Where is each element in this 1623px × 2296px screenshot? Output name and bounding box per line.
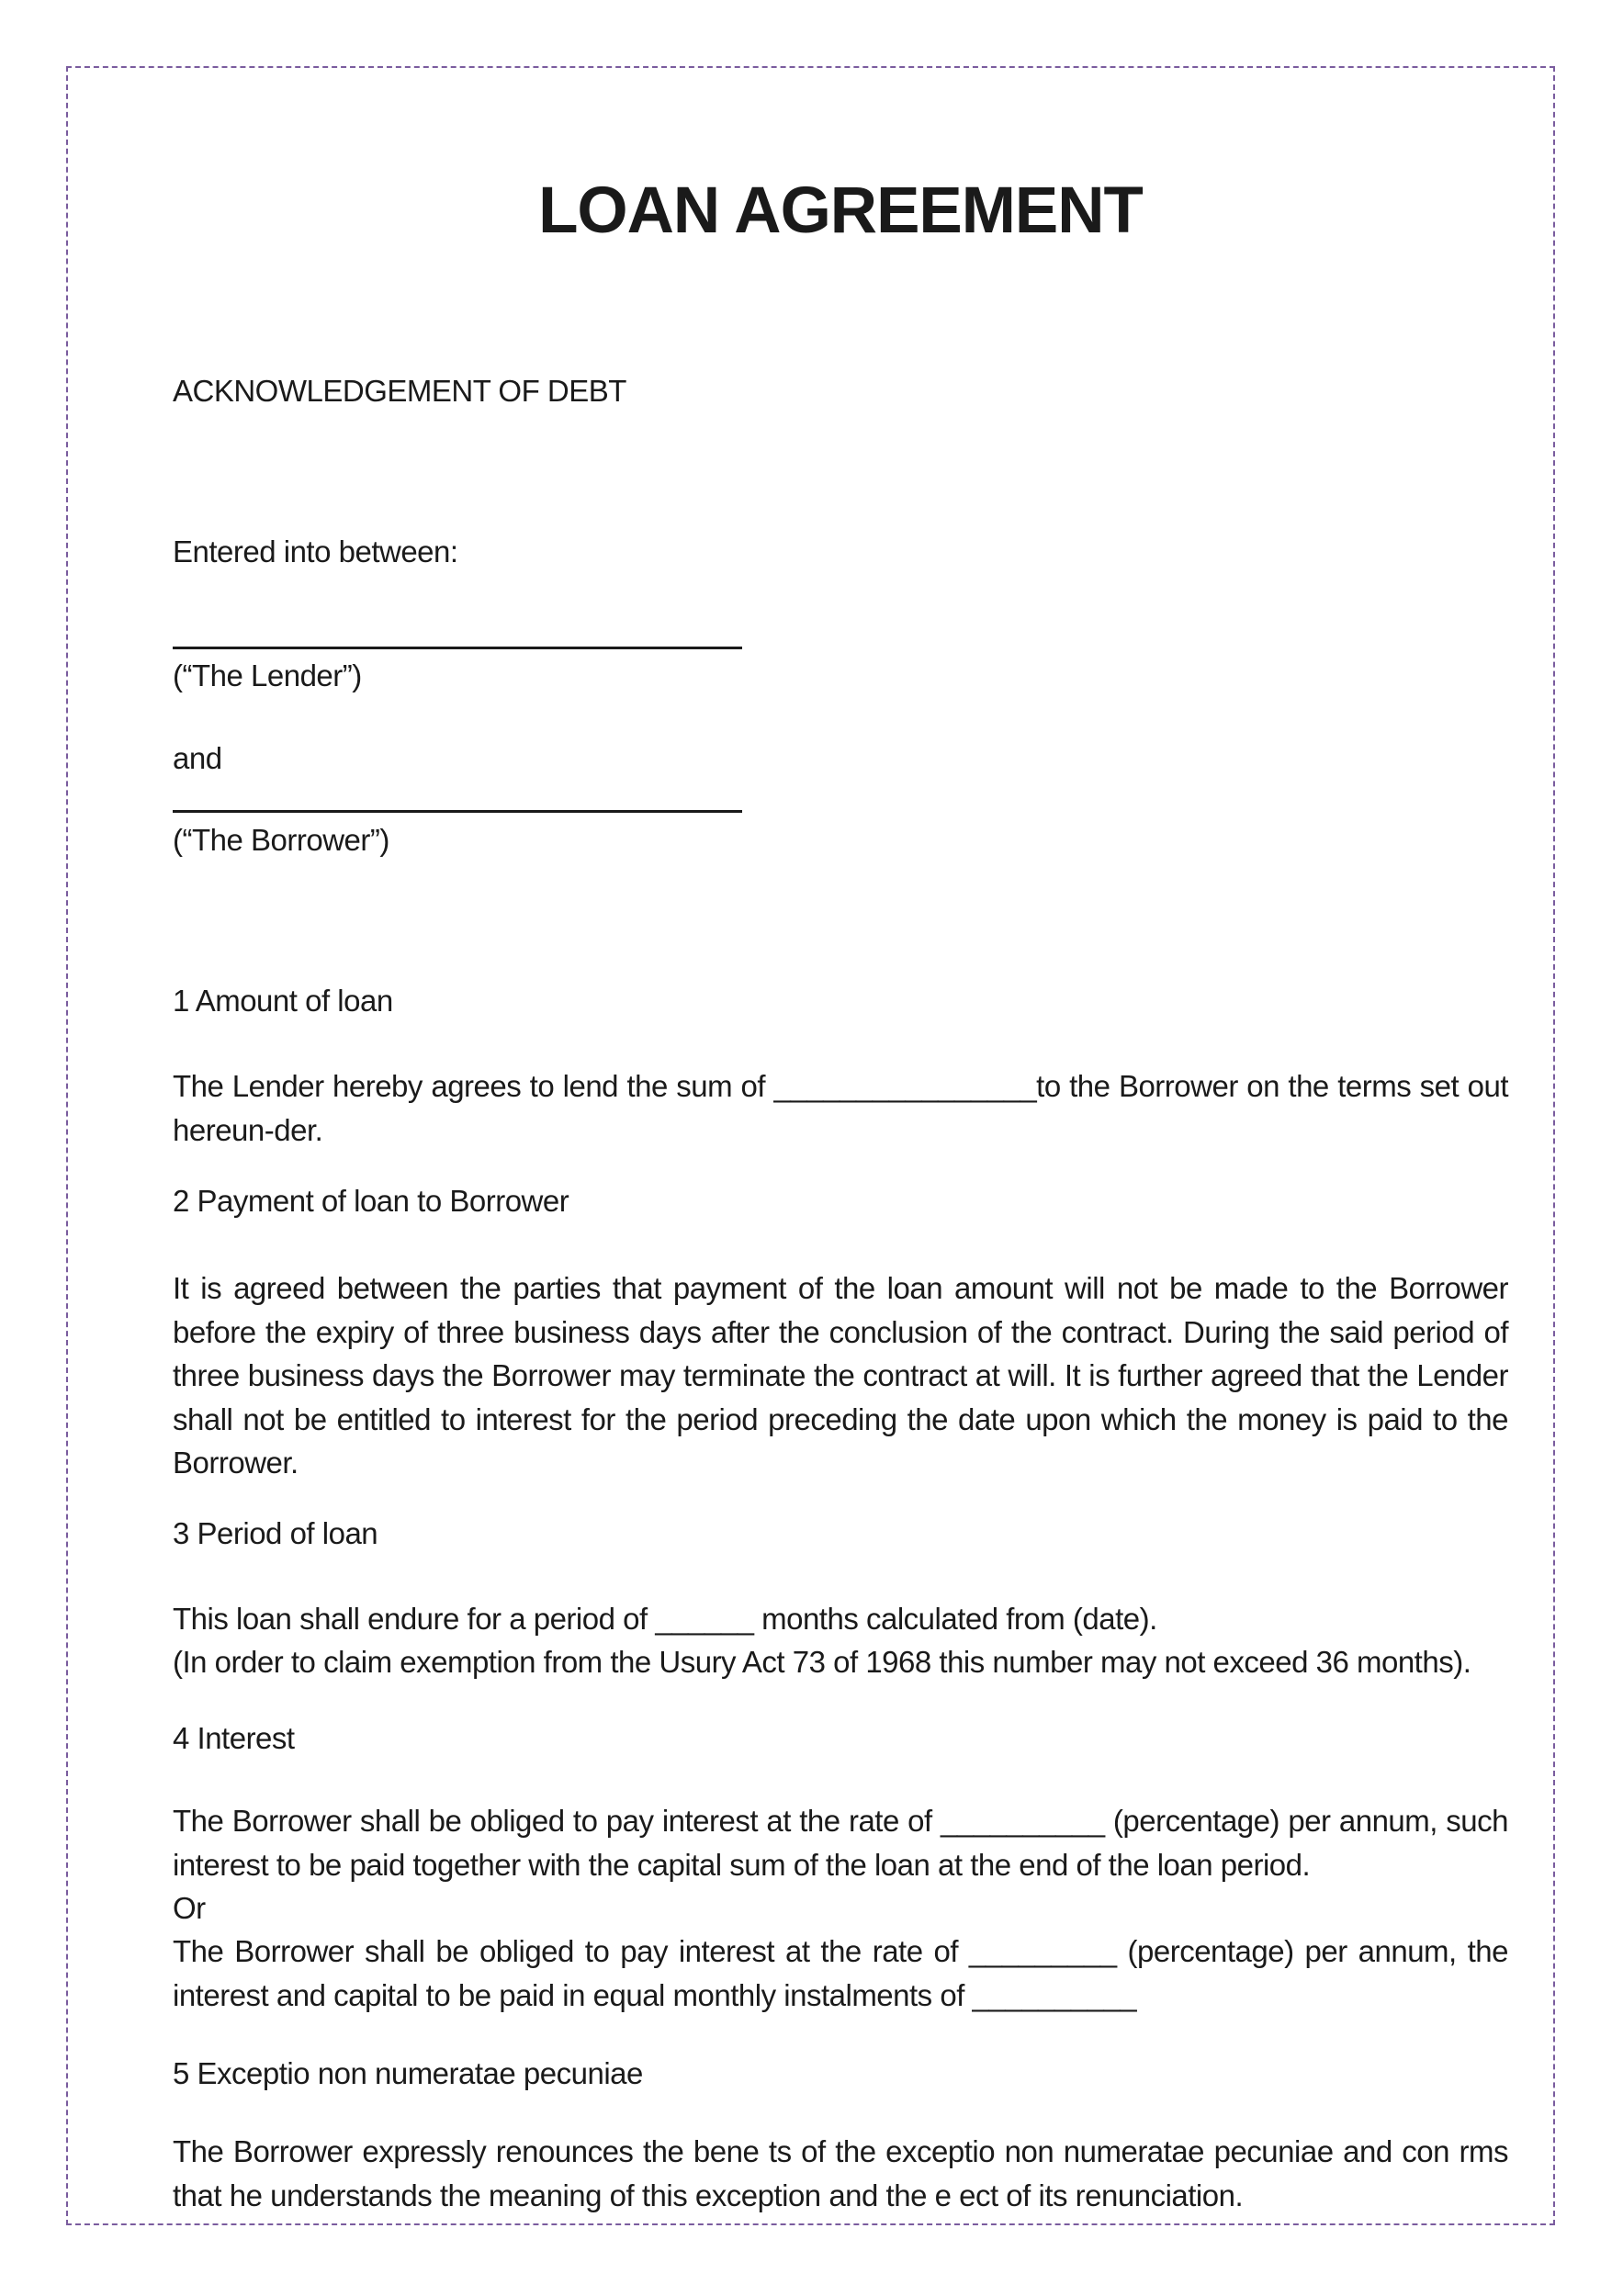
page-title: LOAN AGREEMENT (538, 174, 1143, 247)
parties-intro: Entered into between: (173, 535, 458, 568)
and-conjunction: and (173, 741, 222, 775)
section-2-paragraph-1: It is agreed between the parties that payment of the loan amount will not be made to the Borrower before the expiry of three business days after the conclusion of the contract. During the said period of three business days the Borrower may terminate the contract at will. It is further agreed that the Lender shall not be entitled to interest for the period preceding the date upon which the money is paid to the Borrower. (173, 1271, 1508, 1480)
section-1-paragraph-1: The Lender hereby agrees to lend the sum of ________________to the Borrower on the terms set out hereun-der. (173, 1069, 1508, 1147)
lender-label: (“The Lender”) (173, 658, 362, 692)
section-3-paragraph-2: (In order to claim exemption from the Usury Act 73 of 1968 this number may not exceed 36 months). (173, 1645, 1471, 1679)
section-1-heading: 1 Amount of loan (173, 984, 393, 1018)
section-5-paragraph-1: The Borrower expressly renounces the bene ts of the exceptio non numeratae pecuniae and con rms that he understands the meaning of this exception and the e ect of its renunciation. (173, 2134, 1508, 2212)
section-3-paragraph-1: This loan shall endure for a period of ______ months calculated from (date). (173, 1602, 1157, 1636)
borrower-blank-line (173, 810, 742, 813)
section-4-paragraph-2: The Borrower shall be obliged to pay interest at the rate of _________ (percentage) per annum, the interest and capital to be paid in equal monthly instalments of __________ (173, 1934, 1508, 2012)
section-4-paragraph-or: Or (173, 1891, 206, 1925)
section-2-heading: 2 Payment of loan to Borrower (173, 1184, 569, 1218)
lender-blank-line (173, 647, 742, 649)
section-4-heading: 4 Interest (173, 1721, 295, 1755)
subtitle: ACKNOWLEDGEMENT OF DEBT (173, 374, 626, 408)
borrower-label: (“The Borrower”) (173, 823, 389, 857)
section-3-heading: 3 Period of loan (173, 1516, 378, 1550)
section-5-heading: 5 Exceptio non numeratae pecuniae (173, 2056, 643, 2090)
section-4-paragraph-1: The Borrower shall be obliged to pay interest at the rate of __________ (percentage) per annum, such interest to be paid together with the capital sum of the loan at the end of the loan period. (173, 1804, 1508, 1882)
